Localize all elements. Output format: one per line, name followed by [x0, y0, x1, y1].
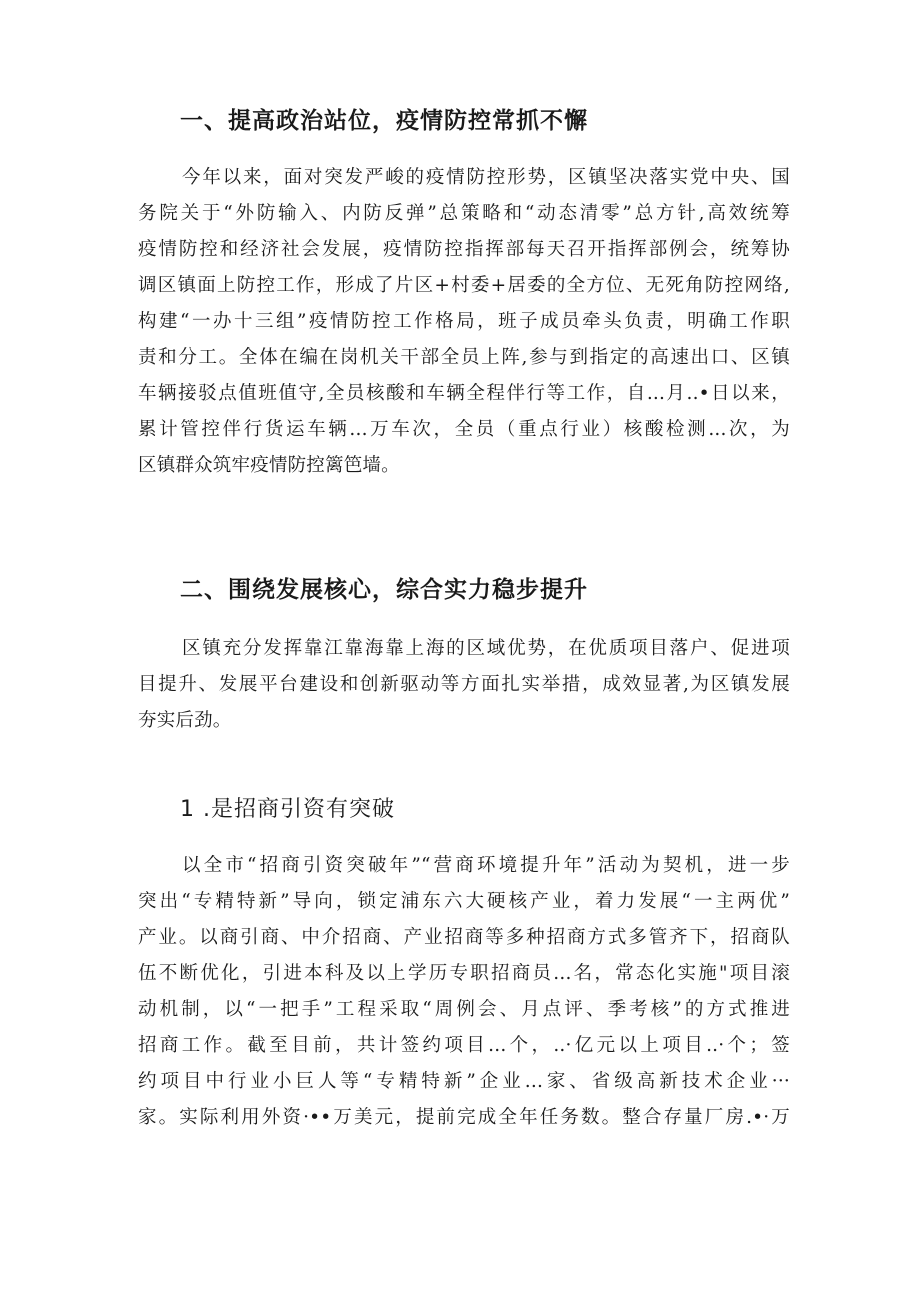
section-2-paragraph — [138, 631, 790, 739]
paragraph-line: 夯实后劲。 — [138, 710, 232, 731]
paragraph-line: 责和分工。全体在编在岗机关干部全员上阵,参与到指定的高速出口、区镇 — [138, 347, 790, 368]
paragraph-line: 今年以来，面对突发严峻的疫情防控形势，区镇坚决落实党中央、国 — [182, 167, 790, 188]
paragraph-line: 车辆接驳点值班值守,全员核酸和车辆全程伴行等工作，自...月..•日以来， — [138, 383, 790, 404]
section-1-paragraph — [138, 160, 790, 484]
paragraph-line: 目提升、发展平台建设和创新驱动等方面扎实举措，成效显著,为区镇发展 — [138, 674, 790, 695]
paragraph-line: 约项目中行业小巨人等“专精特新”企业...家、省级高新技术企业··· — [138, 1071, 790, 1092]
paragraph-line: 区镇群众筑牢疫情防控篱笆墙。 — [138, 455, 400, 476]
paragraph-line: 务院关于“外防输入、内防反弹”总策略和“动态清零”总方针,高效统筹 — [138, 203, 790, 224]
paragraph-line: 伍不断优化，引进本科及以上学历专职招商员...名，常态化实施"项目滚 — [138, 963, 790, 984]
paragraph-line: 家。实际利用外资·••万美元，提前完成全年任务数。整合存量厂房.•·万 — [138, 1107, 790, 1128]
section-1-heading: 一、提高政治站位，疫情防控常抓不懈 — [180, 108, 588, 134]
subsection-1-paragraph — [138, 848, 790, 1136]
paragraph-line: 疫情防控和经济社会发展，疫情防控指挥部每天召开指挥部例会，统筹协 — [138, 239, 790, 260]
paragraph-line: 产业。以商引商、中介招商、产业招商等多种招商方式多管齐下，招商队 — [138, 927, 790, 948]
section-2-heading: 二、围绕发展核心，综合实力稳步提升 — [180, 577, 588, 603]
subsection-1-heading: 1 .是招商引资有突破 — [180, 797, 395, 822]
paragraph-line: 构建“一办十三组”疫情防控工作格局，班子成员牵头负责，明确工作职 — [138, 311, 790, 332]
paragraph-line: 累计管控伴行货运车辆...万车次，全员（重点行业）核酸检测...次，为 — [138, 419, 790, 440]
paragraph-line: 招商工作。截至目前，共计签约项目...个，..·亿元以上项目..·个；签 — [138, 1035, 790, 1056]
paragraph-line: 以全市“招商引资突破年”“营商环境提升年”活动为契机，进一步 — [182, 855, 790, 876]
paragraph-line: 突出“专精特新”导向，锁定浦东六大硬核产业，着力发展“一主两优” — [138, 891, 790, 912]
paragraph-line: 调区镇面上防控工作，形成了片区+村委+居委的全方位、无死角防控网络, — [138, 275, 790, 296]
paragraph-line: 动机制，以“一把手”工程采取“周例会、月点评、季考核”的方式推进 — [138, 999, 790, 1020]
paragraph-line: 区镇充分发挥靠江靠海靠上海的区域优势，在优质项目落户、促进项 — [182, 638, 790, 659]
